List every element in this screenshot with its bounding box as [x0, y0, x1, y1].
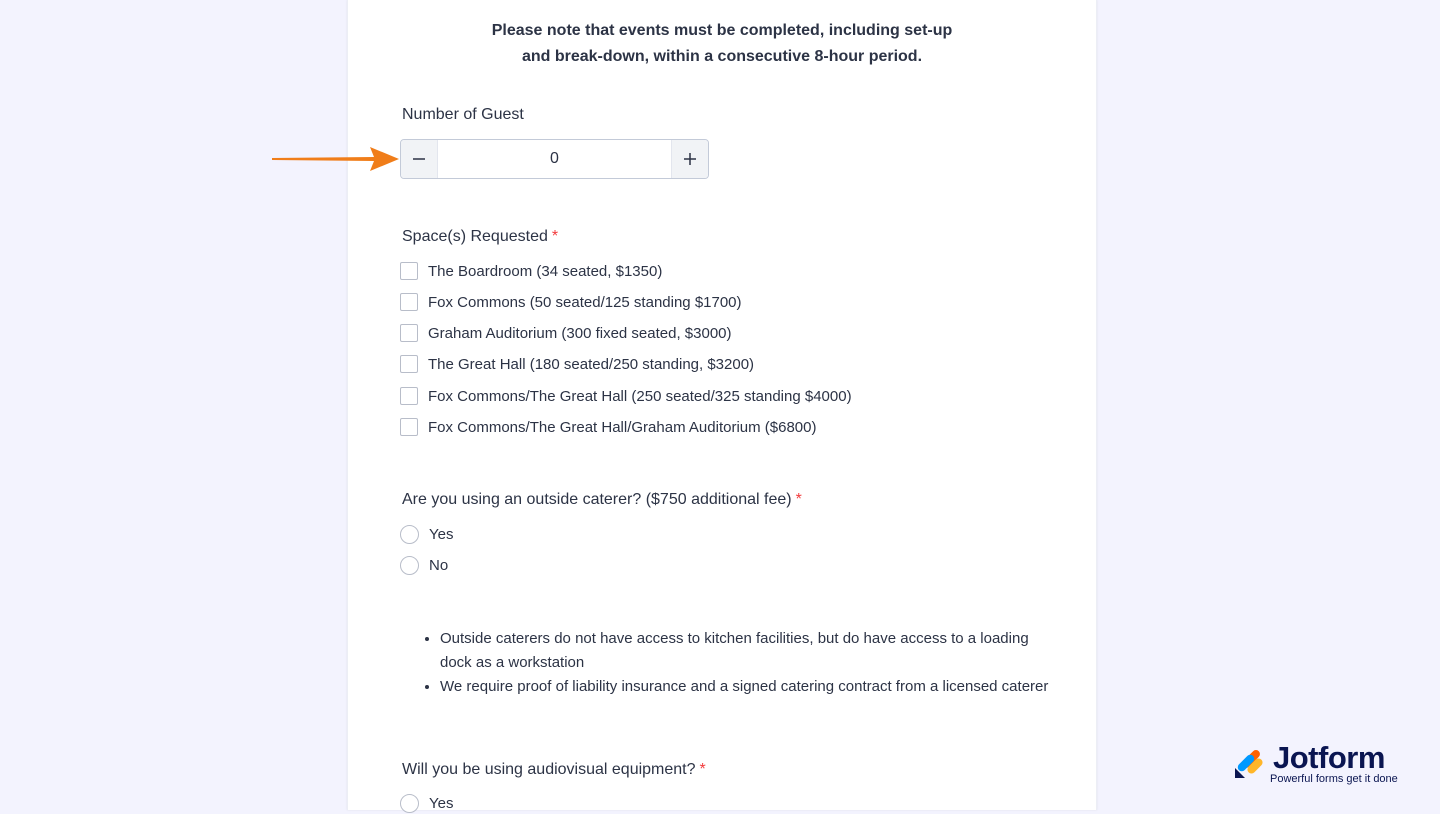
guest-count-stepper — [400, 139, 709, 179]
spaces-label — [402, 228, 558, 246]
jotform-branding[interactable] — [1233, 740, 1413, 790]
av-label — [402, 761, 706, 779]
option-label: The Great Hall (180 seated/250 standing, $3200) — [428, 355, 755, 373]
caterer-option-no[interactable] — [400, 554, 448, 576]
radio-button[interactable] — [400, 556, 419, 575]
required-asterisk: * — [699, 761, 706, 778]
caterer-option-yes[interactable] — [400, 523, 453, 545]
option-label: Yes — [429, 794, 454, 812]
checkbox[interactable] — [400, 355, 418, 373]
brand-name: Jotform — [1273, 740, 1385, 775]
checkbox[interactable] — [400, 418, 418, 436]
guest-count-label: Number of Guest — [402, 106, 524, 123]
checkbox[interactable] — [400, 262, 418, 280]
form-card — [347, 0, 1097, 810]
checkbox[interactable] — [400, 387, 418, 405]
checkbox[interactable] — [400, 324, 418, 342]
caterer-label-text: Are you using an outside caterer? ($750 additional fee) — [402, 491, 792, 508]
option-label: Graham Auditorium (300 fixed seated, $3000) — [428, 324, 732, 342]
option-label: Fox Commons (50 seated/125 standing $1700) — [428, 293, 742, 311]
space-option-graham-auditorium[interactable] — [400, 322, 732, 344]
option-label: Yes — [429, 525, 454, 543]
minus-icon — [412, 152, 426, 166]
space-option-all-three[interactable] — [400, 416, 816, 438]
option-label: Fox Commons/The Great Hall/Graham Auditorium ($6800) — [428, 418, 817, 436]
pointer-arrow-icon — [270, 142, 402, 176]
av-option-yes[interactable] — [400, 792, 453, 814]
caterer-label — [402, 491, 802, 509]
option-label: The Boardroom (34 seated, $1350) — [428, 262, 663, 280]
radio-button[interactable] — [400, 525, 419, 544]
space-option-fox-commons[interactable] — [400, 291, 742, 313]
option-label: No — [429, 556, 449, 574]
checkbox[interactable] — [400, 293, 418, 311]
decrement-button[interactable] — [401, 140, 438, 178]
space-option-boardroom[interactable] — [400, 260, 662, 282]
required-asterisk: * — [551, 228, 559, 245]
increment-button[interactable] — [671, 140, 708, 178]
caterer-notes — [422, 627, 1060, 699]
event-notice — [348, 18, 1096, 70]
notice-line-2: and break-down, within a consecutive 8-hour period. — [521, 48, 923, 65]
av-label-text: Will you be using audiovisual equipment? — [402, 761, 696, 778]
guest-count-input[interactable] — [438, 140, 671, 178]
option-label: Fox Commons/The Great Hall (250 seated/325 standing $4000) — [428, 387, 852, 405]
caterer-note: • Outside caterers do not have access to kitchen facilities, but do have access to a loading dock as a workstation — [440, 627, 1060, 675]
brand-tagline: Powerful forms get it done — [1270, 773, 1398, 785]
spaces-label-text: Space(s) Requested — [402, 228, 548, 245]
required-asterisk: * — [795, 491, 802, 508]
space-option-great-hall[interactable] — [400, 353, 754, 375]
space-option-fox-commons-great-hall[interactable] — [400, 385, 852, 407]
notice-line-1: Please note that events must be completed, including set-up — [491, 22, 953, 39]
caterer-note: • We require proof of liability insurance and a signed catering contract from a licensed caterer — [440, 675, 1060, 699]
jotform-logo-icon — [1233, 746, 1267, 780]
plus-icon — [683, 152, 697, 166]
